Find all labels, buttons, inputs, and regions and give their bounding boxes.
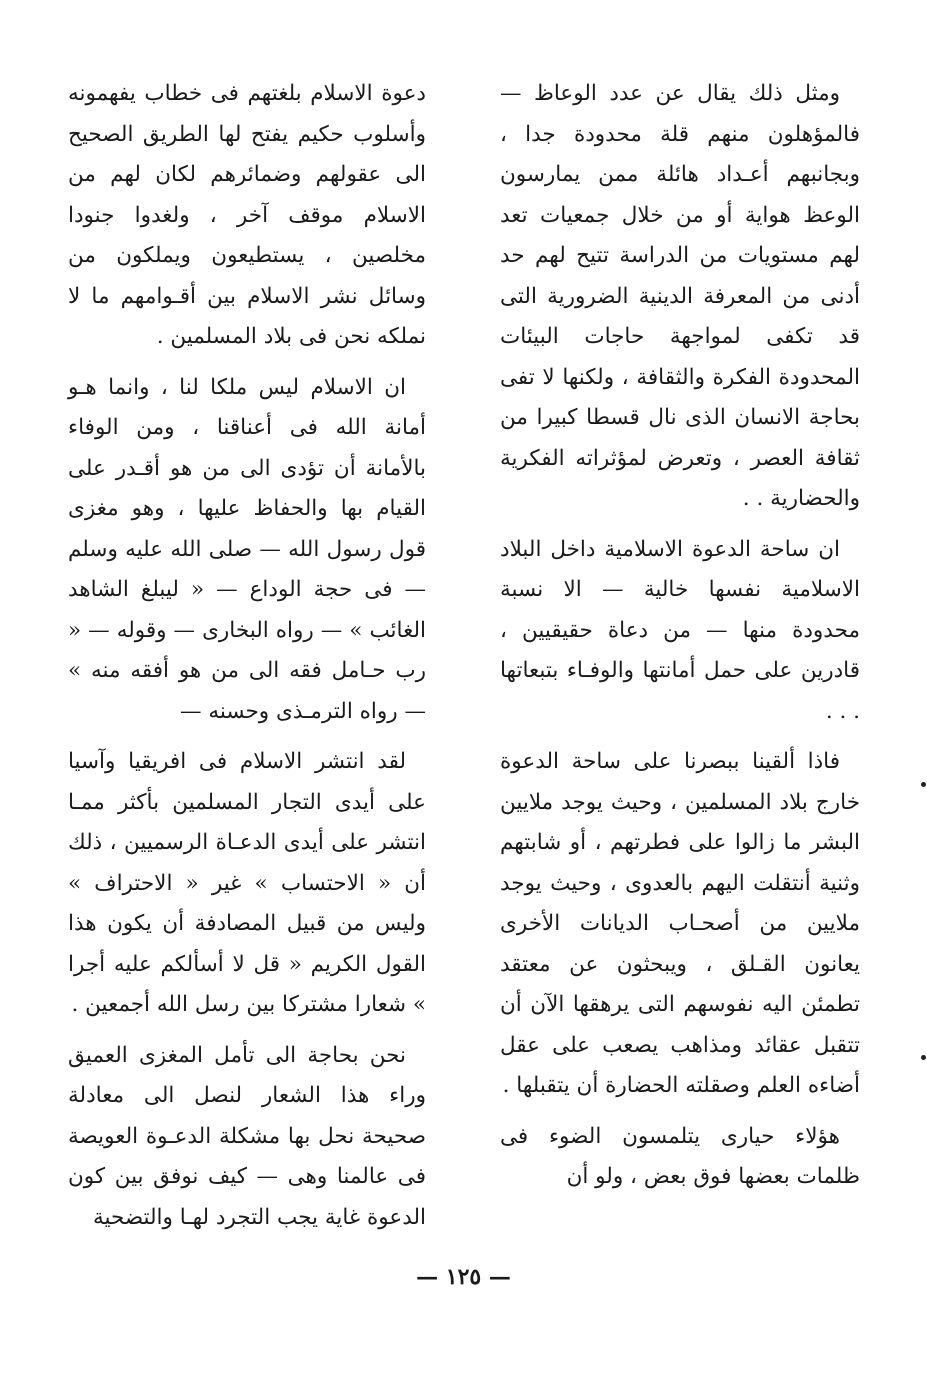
paragraph: نحن بحاجة الى تأمل المغزى العميق وراء هذا الشعار لنصل الى معادلة صحيحة نحل بها مشكلة الدعـوة العويصة فى عالمنا وهى — كيف نوفق بين كون الدعوة غاية يجب التجرد لهـا والتضحية bbox=[68, 1042, 426, 1230]
page-number: — ١٢٥ — bbox=[416, 1264, 511, 1290]
paragraph: ان ساحة الدعوة الاسلامية داخل البلاد الاسلامية نفسها خالية — الا نسبة محدودة منها — من دعاة حقيقيين ، قادرين على حمل أمانتها والوفـاء بتبعاتها . . . bbox=[500, 536, 860, 724]
paragraph: ومثل ذلك يقال عن عدد الوعاظ — فالمؤهلون منهم قلة محدودة جدا ، وبجانبهم أعـداد هائلة ممن يمارسون الوعظ هواية أو من خلال جمعيات تعد لهم مستويات من الدراسة تتيح لهم حد أدنى من المعرفة الدينية الضرورية التى قد تكفى لمواجهة حاجات البيئات المحدودة الفكرة والثقافة ، ولكنها لا تفى بحاجة الانسان الذى نال قسطا كبيرا من ثقافة العصر ، وتعرض لمؤثراته الفكرية والحضارية . . bbox=[500, 81, 860, 511]
right-column bbox=[500, 74, 860, 1208]
paragraph: ان الاسلام ليس ملكا لنا ، وانما هـو أمانة الله فى أعناقنا ، ومن الوفاء بالأمانة أن تؤدى الى من هو أقـدر على القيام بها والحفاظ عليها ، وهو مغزى قول رسول الله — صلى الله عليه وسلم — فى حجة الوداع — « ليبلغ الشاهد الغائب » — رواه البخارى — وقوله — « رب حـامل فقه الى من هو أفقه منه » — رواه الترمـذى وحسنه — bbox=[68, 374, 426, 724]
paragraph: لقد انتشر الاسلام فى افريقيا وآسيا على أيدى التجار المسلمين بأكثر ممـا انتشر على أيدى الدعـاة الرسميين ، ذلك أن « الاحتساب » غير « الاحتراف » وليس من قبيل المصادفة أن يكون هذا القول الكريم « قل لا أسألكم عليه أجرا » شعارا مشتركا بين رسل الله أجمعين . bbox=[68, 749, 426, 1017]
paragraph: دعوة الاسلام بلغتهم فى خطاب يفهمونه وأسلوب حكيم يفتح لها الطريق الصحيح الى عقولهم وضمائرهم لكان لهم من الاسلام موقف آخر ، ولغدوا جنودا مخلصين ، يستطيعون ويملكون من وسائل نشر الاسلام بين أقـوامهم ما لا نملكه نحن فى بلاد المسلمين . bbox=[68, 81, 426, 349]
scan-dot-mark bbox=[921, 782, 926, 787]
scan-dot-mark bbox=[921, 1055, 926, 1060]
left-column bbox=[68, 74, 426, 1248]
paragraph: فاذا ألقينا ببصرنا على ساحة الدعوة خارج بلاد المسلمين ، وحيث يوجد ملايين البشر ما زالوا على فطرتهم ، أو شابتهم وثنية أنتقلت اليهم بالعدوى ، وحيث يوجد ملايين من أصحـاب الديانات الأخرى يعانون القـلق ، ويبحثون عن معتقد تطمئن اليه نفوسهم التى يرهقها الآن أن تتقبل عقائد ومذاهب يصعب على عقل أضاءه العلم وصقلته الحضارة أن يتقبلها . bbox=[500, 749, 860, 1098]
paragraph: هؤلاء حيارى يتلمسون الضوء فى ظلمات بعضها فوق بعض ، ولو أن bbox=[500, 1123, 860, 1189]
